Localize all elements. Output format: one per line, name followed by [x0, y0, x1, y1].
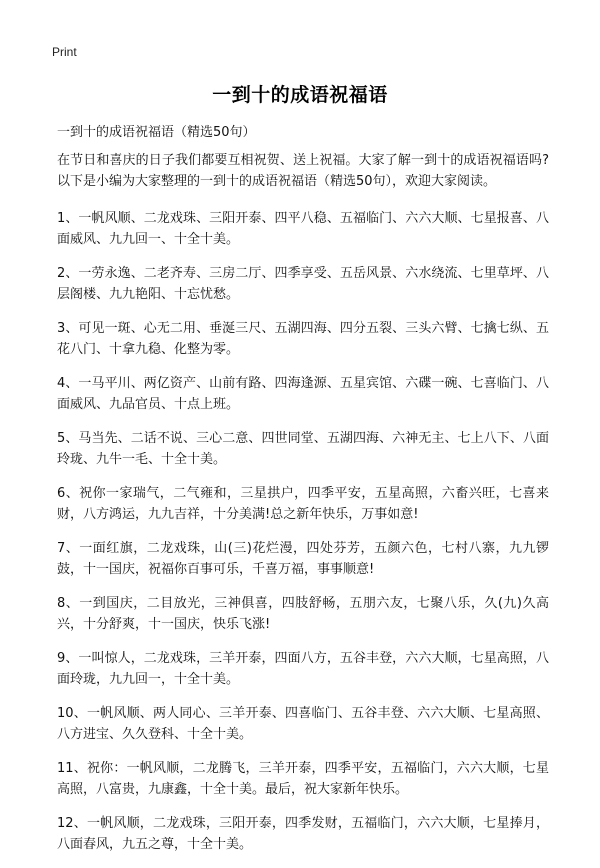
- blessing-item-7: 7、一面红旗，二龙戏珠，山(三)花烂漫，四处芬芳，五颜六色，七村八寨，九九锣鼓，十一国庆，祝福你百事可乐，千喜万福，事事顺意!: [57, 541, 549, 577]
- blessing-item-4: 4、一马平川、两亿资产、山前有路、四海逢源、五星宾馆、六碟一碗、七喜临门、八面威风、九品官员、十点上班。: [57, 376, 549, 412]
- blessing-item-8: 8、一到国庆，二目放光，三神俱喜，四肢舒畅，五朋六友，七聚八乐，久(九)久高兴，十分舒爽，十一国庆，快乐飞涨!: [57, 596, 549, 632]
- blessing-item-3: 3、可见一斑、心无二用、垂涎三尺、五湖四海、四分五裂、三头六臂、七擒七纵、五花八门、十拿九稳、化整为零。: [57, 321, 549, 357]
- document-title: 一到十的成语祝福语: [212, 84, 388, 106]
- blessing-item-5: 5、马当先、二话不说、三心二意、四世同堂、五湖四海、六神无主、七上八下、八面玲珑、九牛一毛、十全十美。: [57, 431, 549, 467]
- document-subtitle: 一到十的成语祝福语（精选50句）: [57, 125, 256, 140]
- blessing-item-10: 10、一帆风顺、两人同心、三羊开泰、四喜临门、五谷丰登、六六大顺、七星高照、八方进宝、久久登科、十全十美。: [57, 706, 549, 742]
- blessing-item-12: 12、一帆风顺，二龙戏珠，三阳开泰，四季发财，五福临门，六六大顺，七星捧月，八面春风，九五之尊，十全十美。: [57, 816, 549, 852]
- blessing-item-1: 1、一帆风顺、二龙戏珠、三阳开泰、四平八稳、五福临门、六六大顺、七星报喜、八面威风、九九回一、十全十美。: [57, 211, 549, 247]
- intro-paragraph: 在节日和喜庆的日子我们都要互相祝贺、送上祝福。大家了解一到十的成语祝福语吗?以下是小编为大家整理的一到十的成语祝福语（精选50句），欢迎大家阅读。: [57, 153, 549, 189]
- document-body: [57, 150, 549, 868]
- print-link[interactable]: Print: [52, 45, 77, 59]
- blessing-item-11: 11、祝你：一帆风顺，二龙腾飞，三羊开泰，四季平安，五福临门，六六大顺，七星高照，八富贵，九康鑫，十全十美。最后，祝大家新年快乐。: [57, 761, 549, 797]
- blessing-item-9: 9、一叫惊人，二龙戏珠，三羊开泰，四面八方，五谷丰登，六六大顺，七星高照，八面玲珑，九九回一，十全十美。: [57, 651, 549, 687]
- blessing-item-2: 2、一劳永逸、二老齐寿、三房二厅、四季享受、五岳风景、六水绕流、七里草坪、八层阁楼、九九艳阳、十忘忧愁。: [57, 266, 549, 302]
- blessing-item-6: 6、祝你一家瑞气，二气雍和，三星拱户，四季平安，五星高照，六畜兴旺，七喜来财，八方鸿运，九九吉祥，十分美满!总之新年快乐，万事如意!: [57, 486, 549, 522]
